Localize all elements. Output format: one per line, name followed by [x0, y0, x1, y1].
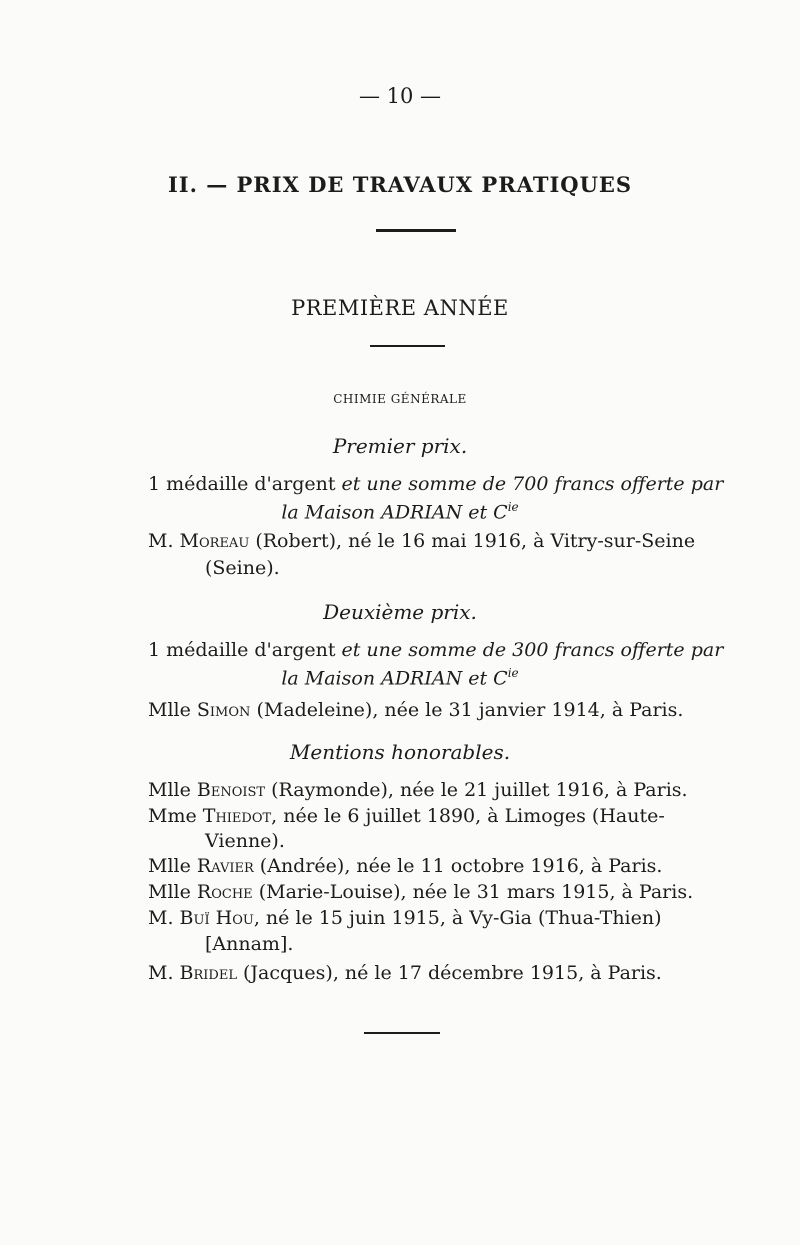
sponsor-text: la Maison ADRIAN et C: [281, 667, 508, 690]
mention-title: Mlle: [148, 779, 197, 801]
mention-details: , né le 15 juin 1915, à Vy-Gia (Thua-Thien): [253, 907, 662, 929]
award-italic: et une somme de 300 francs offerte par: [341, 639, 724, 661]
winner-title: M.: [148, 530, 180, 552]
first-prize-sponsor: [0, 500, 800, 523]
mention-title: Mlle: [148, 855, 197, 877]
winner-details: (Madeleine), née le 31 janvier 1914, à Paris.: [250, 699, 684, 721]
mention-details: (Marie-Louise), née le 31 mars 1915, à Paris.: [252, 881, 694, 903]
mention-name: Buï Hou: [179, 907, 254, 929]
award-text: 1 médaille d'argent: [148, 473, 342, 495]
sponsor-sup: ie: [507, 500, 519, 514]
section-title: II. — PRIX DE TRAVAUX PRATIQUES: [167, 172, 633, 197]
mention-name: Thiedot: [202, 805, 272, 827]
mention-item: [148, 881, 693, 903]
winner-name: Simon: [196, 699, 251, 721]
page-number: — 10 —: [358, 84, 442, 108]
award-text: 1 médaille d'argent: [148, 639, 342, 661]
section-rule: [376, 229, 456, 232]
second-prize-heading: Deuxième prix.: [323, 600, 477, 624]
mention-name: Roche: [196, 881, 253, 903]
winner-title: Mlle: [148, 699, 197, 721]
first-prize-award: [148, 473, 723, 495]
mention-item-cont: Vienne).: [205, 830, 285, 852]
second-prize-winner: [148, 699, 683, 721]
mention-name: Benoist: [196, 779, 266, 801]
mention-item: [148, 962, 662, 984]
mention-details: (Jacques), né le 17 décembre 1915, à Paris.: [236, 962, 662, 984]
mention-details: (Andrée), née le 11 octobre 1916, à Paris.: [253, 855, 663, 877]
second-prize-award: [148, 639, 723, 661]
sponsor-text: la Maison ADRIAN et C: [281, 501, 508, 524]
closing-rule: [364, 1032, 440, 1034]
year-rule: [370, 345, 445, 347]
mention-name: Bridel: [179, 962, 237, 984]
award-italic: et une somme de 700 francs offerte par: [341, 473, 724, 495]
mention-item-cont: [Annam].: [205, 933, 294, 955]
mention-item: [148, 779, 688, 801]
sponsor-sup: ie: [507, 666, 519, 680]
first-prize-heading: Premier prix.: [332, 434, 468, 458]
year-title: PREMIÈRE ANNÉE: [291, 296, 509, 320]
mention-details: , née le 6 juillet 1890, à Limoges (Haute-: [271, 805, 665, 827]
first-prize-winner: [148, 530, 695, 552]
mention-name: Ravier: [196, 855, 254, 877]
mention-title: Mlle: [148, 881, 197, 903]
mention-title: M.: [148, 962, 180, 984]
winner-name: Moreau: [179, 530, 250, 552]
second-prize-sponsor: [0, 666, 800, 689]
mention-item: [148, 805, 665, 827]
mention-details: (Raymonde), née le 21 juillet 1916, à Paris.: [265, 779, 688, 801]
winner-details: (Robert), né le 16 mai 1916, à Vitry-sur-Seine: [249, 530, 696, 552]
mention-item: [148, 907, 662, 929]
mentions-heading: Mentions honorables.: [289, 740, 511, 764]
subject-heading: CHIMIE GÉNÉRALE: [333, 392, 467, 406]
mention-title: Mme: [148, 805, 203, 827]
mention-item: [148, 855, 662, 877]
mention-title: M.: [148, 907, 180, 929]
first-prize-winner-cont: (Seine).: [205, 557, 280, 579]
